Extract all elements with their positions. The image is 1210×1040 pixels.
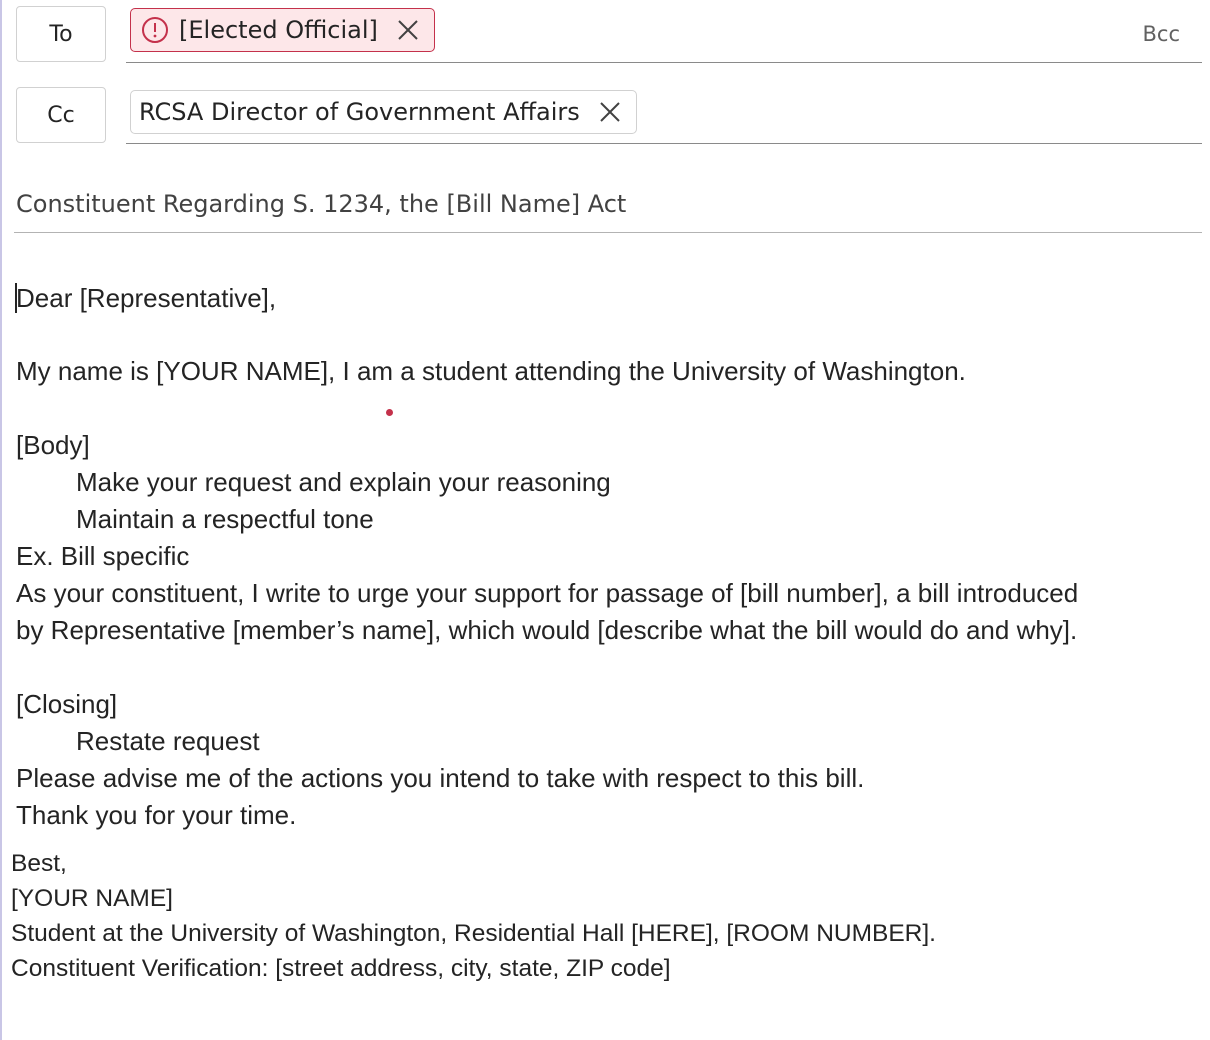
example-line: As your constituent, I write to urge your support for passage of [bill number], a bill introduced bbox=[16, 578, 1079, 608]
example-line: by Representative [member’s name], which would [describe what the bill would do and why]. bbox=[16, 615, 1078, 645]
signature-affiliation: Student at the University of Washington, Residential Hall [HERE], [ROOM NUMBER]. bbox=[11, 920, 936, 947]
remove-recipient-icon[interactable] bbox=[396, 18, 420, 42]
closing-point: Restate request bbox=[76, 726, 260, 756]
signature-name: [YOUR NAME] bbox=[11, 885, 173, 912]
left-edge-rule bbox=[0, 0, 2, 1040]
body-point: Make your request and explain your reasoning bbox=[76, 467, 611, 497]
cc-button[interactable]: Cc bbox=[16, 87, 106, 143]
closing-line: Please advise me of the actions you intend to take with respect to this bill. bbox=[16, 763, 865, 793]
intro-line: My name is [YOUR NAME], I am a student attending the University of Washington. bbox=[16, 356, 966, 386]
closing-heading: [Closing] bbox=[16, 689, 118, 719]
to-field-underline bbox=[126, 62, 1202, 63]
body-point: Maintain a respectful tone bbox=[76, 504, 374, 534]
bcc-button[interactable]: Bcc bbox=[1142, 22, 1180, 46]
example-label: Ex. Bill specific bbox=[16, 541, 190, 571]
cc-recipient-name: RCSA Director of Government Affairs bbox=[139, 98, 580, 126]
cc-recipient-chip[interactable] bbox=[130, 90, 637, 134]
remove-recipient-icon[interactable] bbox=[598, 100, 622, 124]
signature-signoff: Best, bbox=[11, 850, 67, 877]
subject-underline bbox=[14, 232, 1202, 233]
closing-line: Thank you for your time. bbox=[16, 800, 297, 830]
warning-circle-icon bbox=[141, 16, 169, 44]
to-recipient-name: [Elected Official] bbox=[179, 16, 378, 44]
to-button[interactable]: To bbox=[16, 6, 106, 62]
spellcheck-marker bbox=[386, 409, 393, 416]
cc-field-underline bbox=[126, 143, 1202, 144]
to-recipient-chip[interactable] bbox=[130, 8, 435, 52]
body-heading: [Body] bbox=[16, 430, 90, 460]
signature-verification: Constituent Verification: [street address, city, state, ZIP code] bbox=[11, 955, 671, 982]
greeting-line: Dear [Representative], bbox=[16, 283, 277, 313]
subject-input[interactable]: Constituent Regarding S. 1234, the [Bill Name] Act bbox=[16, 190, 627, 218]
